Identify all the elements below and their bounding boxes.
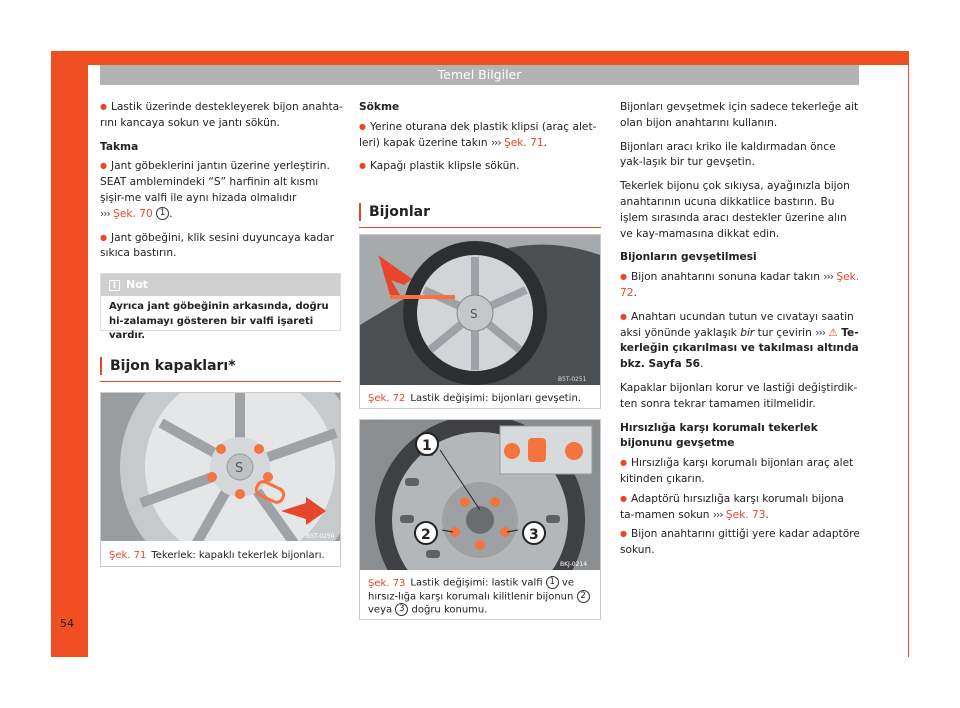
arrow-glyph: ››› xyxy=(490,136,501,149)
section-title-bijonlar: Bijonlar xyxy=(359,203,430,221)
fig-ref-72[interactable]: Şek. 72 xyxy=(620,271,860,299)
fig73-label: Şek. 73 xyxy=(368,577,406,589)
fig-ref-73[interactable]: Şek. 73 xyxy=(725,508,766,521)
info-icon: i xyxy=(109,280,120,291)
figure-71 xyxy=(100,392,341,567)
middle-para-1: ● Yerine oturana dek plastik klipsi (araç alet-leri) kapak üzerine takın ››› Şek. 71. xyxy=(359,120,602,152)
arrow-glyph: ››› xyxy=(815,326,825,339)
right-bullet-2-text-a: ● Anahtarı ucundan tutun ve cıvatayı saatin aksi yönünde yaklaşık xyxy=(620,311,854,339)
fig73-caption-b: ve hırsız-lığa karşı korumalı kilitlenir bijonun xyxy=(368,577,574,602)
svg-text:1: 1 xyxy=(422,438,432,454)
note-title: Not xyxy=(126,278,149,291)
right-bullet-2: ● Anahtarı ucundan tutun ve cıvatayı saatin aksi yönünde yaklaşık bir tur çevirin ››› ⚠ Te-kerleğin çıkarılması ve takılması altında bkz. Sayfa 56. xyxy=(620,310,860,373)
wheel-bolt-image xyxy=(360,235,600,385)
left-para-1: ● Lastik üzerinde destekleyerek bijon anahta-rını kancaya sokun ve jantı sökün. xyxy=(100,100,344,132)
callout-1: 1 xyxy=(546,576,559,589)
fig-ref-70[interactable]: Şek. 70 xyxy=(113,207,153,220)
middle-para-2: ● Kapağı plastik klipsle sökün. xyxy=(359,159,602,175)
figure-73 xyxy=(359,419,601,620)
steel-wheel-image xyxy=(360,420,600,570)
header-title: Temel Bilgiler xyxy=(437,67,522,82)
fig73-caption-c: veya xyxy=(368,604,393,616)
right-bullet-3: ● Hırsızlığa karşı korumalı bijonları araç alet kitinden çıkarın. xyxy=(620,456,860,488)
fig72-label: Şek. 72 xyxy=(368,393,406,404)
fig-ref-71[interactable]: Şek. 71 xyxy=(504,136,544,149)
hirsiz-heading: Hırsızlığa karşı korumalı tekerlek bijonunu gevşetme xyxy=(620,421,818,450)
arrow-glyph: ››› xyxy=(100,207,110,220)
right-bullet-5: ● Bijon anahtarını gittiği yere kadar adaptöre sokun. xyxy=(620,527,860,559)
callout-3-marker xyxy=(523,522,545,544)
note-header xyxy=(101,274,340,296)
svg-text:S: S xyxy=(235,461,244,476)
section-title-bijon-kapaklari: Bijon kapakları* xyxy=(100,357,236,375)
callout-1-marker xyxy=(416,433,438,455)
fig73-caption-a: Lastik değişimi: lastik valfi xyxy=(410,577,543,589)
right-bullet-2-emph: bir xyxy=(740,326,755,339)
callout-2: 2 xyxy=(577,590,590,603)
figure-72 xyxy=(359,234,601,409)
fig71-code: B5T-0250 xyxy=(306,533,335,540)
page-number: 54 xyxy=(60,617,74,630)
callout-1: 1 xyxy=(156,207,169,220)
right-para-2: Bijonları aracı kriko ile kaldırmadan önce yak-laşık bir tur gevşetin. xyxy=(620,140,836,169)
middle-column xyxy=(359,100,602,183)
right-para-3: Tekerlek bijonu çok sıkıysa, ayağınızla bijon anahtarının ucuna dikkatlice bastırın. Bu işlem sırasında aracı destekler üzerine alın ve kay-mamasına dikkat edin. xyxy=(620,180,850,240)
right-bullet-4: ● Adaptörü hırsızlığa karşı korumalı bijona ta-mamen sokun ››› Şek. 73. xyxy=(620,492,860,524)
svg-text:3: 3 xyxy=(529,527,539,543)
gevsetilmesi-heading: Bijonların gevşetilmesi xyxy=(620,251,757,264)
middle-para-1-text: ● Yerine oturana dek plastik klipsi (araç alet-leri) kapak üzerine takın xyxy=(359,121,596,149)
fig71-caption xyxy=(109,549,325,562)
sokme-heading: Sökme xyxy=(359,101,400,113)
note-box xyxy=(100,273,341,341)
fig71-caption-text: Tekerlek: kapaklı tekerlek bijonları. xyxy=(151,550,325,561)
section-rule xyxy=(359,227,601,228)
page-header xyxy=(100,65,859,85)
section-rule xyxy=(100,381,341,382)
callout-3: 3 xyxy=(395,603,408,616)
right-bullet-1-text: ● Bijon anahtarını sonuna kadar takın xyxy=(620,271,820,283)
left-para-2-text: ● Jant göbeklerini jantın üzerine yerleştirin. SEAT amblemindeki “S” harfinin alt kısmı şişir-me valfi ile aynı hizada olmalıdır xyxy=(100,160,330,204)
fig72-caption xyxy=(368,392,581,405)
right-para-1: Bijonları gevşetmek için sadece tekerleğe ait olan bijon anahtarını kullanın. xyxy=(620,101,859,129)
fig71-label: Şek. 71 xyxy=(109,550,147,561)
warning-icon: ⚠ xyxy=(828,326,838,339)
left-column xyxy=(100,100,344,270)
wheel-cover-image xyxy=(101,393,340,541)
right-bullet-2-text-b: tur çevirin xyxy=(757,326,812,339)
right-bullet-1: ● Bijon anahtarını sonuna kadar takın ››› Şek. 72. xyxy=(620,270,860,302)
arrow-glyph: ››› xyxy=(823,271,833,284)
right-para-4: Kapaklar bijonları korur ve lastiği değiştirdik-ten sonra tekrar tamamen itilmelidir. xyxy=(620,381,858,410)
right-bullet-4-text: ● Adaptörü hırsızlığa karşı korumalı bijona ta-mamen sokun xyxy=(620,493,844,521)
svg-text:2: 2 xyxy=(421,527,431,543)
left-para-2: ● Jant göbeklerini jantın üzerine yerleştirin. SEAT amblemindeki “S” harfinin alt kısmı şişir-me valfi ile aynı hizada olmalıdır ››› Şek. 70 1 . xyxy=(100,159,344,222)
takma-heading: Takma xyxy=(100,140,139,153)
callout-2-marker xyxy=(415,522,437,544)
fig73-code: BKJ-0214 xyxy=(560,561,588,568)
fig73-caption-d: doğru konumu. xyxy=(411,604,488,616)
fig72-caption-text: Lastik değişimi: bijonları gevşetin. xyxy=(410,393,581,404)
arrow-glyph: ››› xyxy=(712,508,723,521)
note-body: Ayrıca jant göbeğinin arkasında, doğru hi-zalamayı gösteren bir valfi işareti vardır. xyxy=(109,301,329,341)
fig73-caption xyxy=(368,576,596,617)
fig72-code: B5T-0251 xyxy=(558,376,587,383)
left-para-3: ● Jant göbeğini, klik sesini duyuncaya kadar sıkıca bastırın. xyxy=(100,231,344,263)
right-column xyxy=(620,100,860,567)
svg-text:S: S xyxy=(470,307,478,321)
page-ref-56[interactable]: Te-kerleğin çıkarılması ve takılması altında bkz. Sayfa 56 xyxy=(620,326,859,371)
